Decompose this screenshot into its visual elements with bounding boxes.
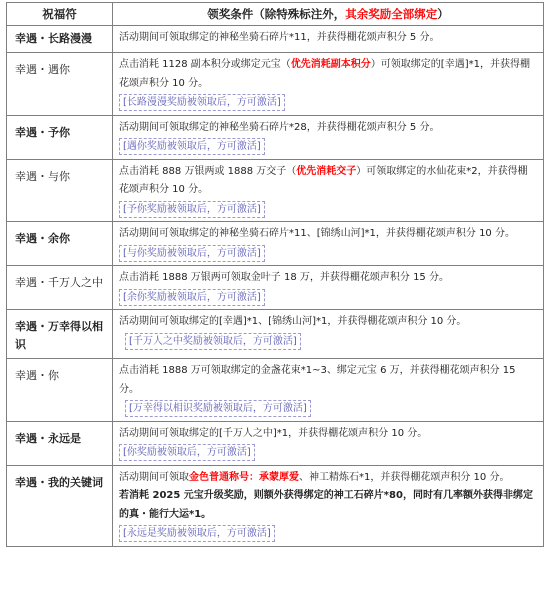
condition-text: ）可领取绑定的[幸遇]*1，并获得棚花颂声积分 10 分。 [119, 59, 530, 89]
table-row [7, 26, 544, 53]
activation-note: [千万人之中奖励被领取后，方可激活] [125, 333, 301, 350]
table-header [7, 3, 544, 26]
activation-note: [与你奖励被领取后，方可激活] [119, 245, 265, 262]
activation-note: [遇你奖励被领取后，方可激活] [119, 138, 265, 155]
header-col2-suffix: ） [437, 7, 449, 21]
condition-text: 点击消耗 1888 万银两可领取金叶子 18 万，并获得棚花颂声积分 15 分。 [119, 272, 449, 283]
row-condition [113, 465, 544, 546]
row-name: 幸遇・长路漫漫 [7, 26, 113, 53]
table-row [7, 359, 544, 422]
activation-note: [你奖励被领取后，方可激活] [119, 444, 255, 461]
row-condition [113, 159, 544, 222]
row-name: 幸遇・万幸得以相识 [7, 310, 113, 359]
row-name: 幸遇・永远是 [7, 421, 113, 465]
condition-text: 点击消耗 1888 万可领取绑定的金盏花束*1~3、绑定元宝 6 万，并获得棚花颂声积分 15 分。 [119, 365, 516, 395]
condition-highlight: 金色普通称号：承蒙厚爱 [189, 471, 299, 483]
row-name: 幸遇・我的关键词 [7, 465, 113, 546]
table-row [7, 115, 544, 159]
condition-text: 活动期间可领取绑定的神秘坐骑石碎片*11、[锦绣山河]*1，并获得棚花颂声积分 10 分。 [119, 228, 515, 239]
table-row [7, 266, 544, 310]
condition-text: 活动期间可领取绑定的神秘坐骑石碎片*28，并获得棚花颂声积分 5 分。 [119, 121, 440, 133]
row-name: 幸遇・你 [7, 359, 113, 422]
condition-text: 活动期间可领取 [119, 471, 189, 483]
activation-note: [予你奖励被领取后，方可激活] [119, 201, 265, 218]
row-name: 幸遇・与你 [7, 159, 113, 222]
activation-note: [长路漫漫奖励被领取后，方可激活] [119, 94, 285, 111]
condition-text: ）可领取绑定的水仙花束*2，并获得棚花颂声积分 10 分。 [119, 165, 528, 195]
row-condition [113, 359, 544, 422]
table-row [7, 53, 544, 116]
table-row [7, 421, 544, 465]
activation-note: [万幸得以相识奖励被领取后，方可激活] [125, 400, 311, 417]
row-condition [113, 266, 544, 310]
row-name: 幸遇・遇你 [7, 53, 113, 116]
activation-note: [永远是奖励被领取后，方可激活] [119, 525, 275, 542]
condition-text: 点击消耗 888 万银两或 1888 万交子（ [119, 165, 297, 177]
row-condition [113, 222, 544, 266]
reward-table [6, 2, 544, 547]
condition-text: 、神工精炼石*1，并获得棚花颂声积分 10 分。 [299, 471, 510, 483]
condition-text: 活动期间可领取绑定的[千万人之中]*1，并获得棚花颂声积分 10 分。 [119, 427, 428, 439]
row-name: 幸遇・千万人之中 [7, 266, 113, 310]
table-row [7, 222, 544, 266]
row-name: 幸遇・予你 [7, 115, 113, 159]
row-name: 幸遇・余你 [7, 222, 113, 266]
table-row [7, 465, 544, 546]
header-col2-red: 其余奖励全部绑定 [345, 7, 438, 21]
condition-highlight: 优先消耗交子 [296, 165, 357, 177]
table-row [7, 310, 544, 359]
header-col2-prefix: 领奖条件（除特殊标注外， [207, 7, 346, 21]
row-condition [113, 421, 544, 465]
row-condition [113, 310, 544, 359]
condition-text: 活动期间可领取绑定的神秘坐骑石碎片*11，并获得棚花颂声积分 5 分。 [119, 32, 440, 43]
row-condition [113, 115, 544, 159]
row-condition [113, 26, 544, 53]
header-col-blessing: 祝福符 [7, 3, 113, 26]
table-row [7, 159, 544, 222]
condition-text: 活动期间可领取绑定的[幸遇]*1、[锦绣山河]*1，并获得棚花颂声积分 10 分。 [119, 316, 467, 327]
activation-note: [余你奖励被领取后，方可激活] [119, 289, 265, 306]
row-condition [113, 53, 544, 116]
condition-text: 点击消耗 1128 副本积分或绑定元宝（ [119, 59, 291, 70]
condition-highlight: 优先消耗副本积分 [290, 59, 371, 70]
condition-extra: 若消耗 2025 元宝升级奖励，则额外获得绑定的神工石碎片*80，同时有几率额外获得非绑定的真・能行大运*1。 [119, 490, 533, 520]
header-col-conditions [113, 3, 544, 26]
